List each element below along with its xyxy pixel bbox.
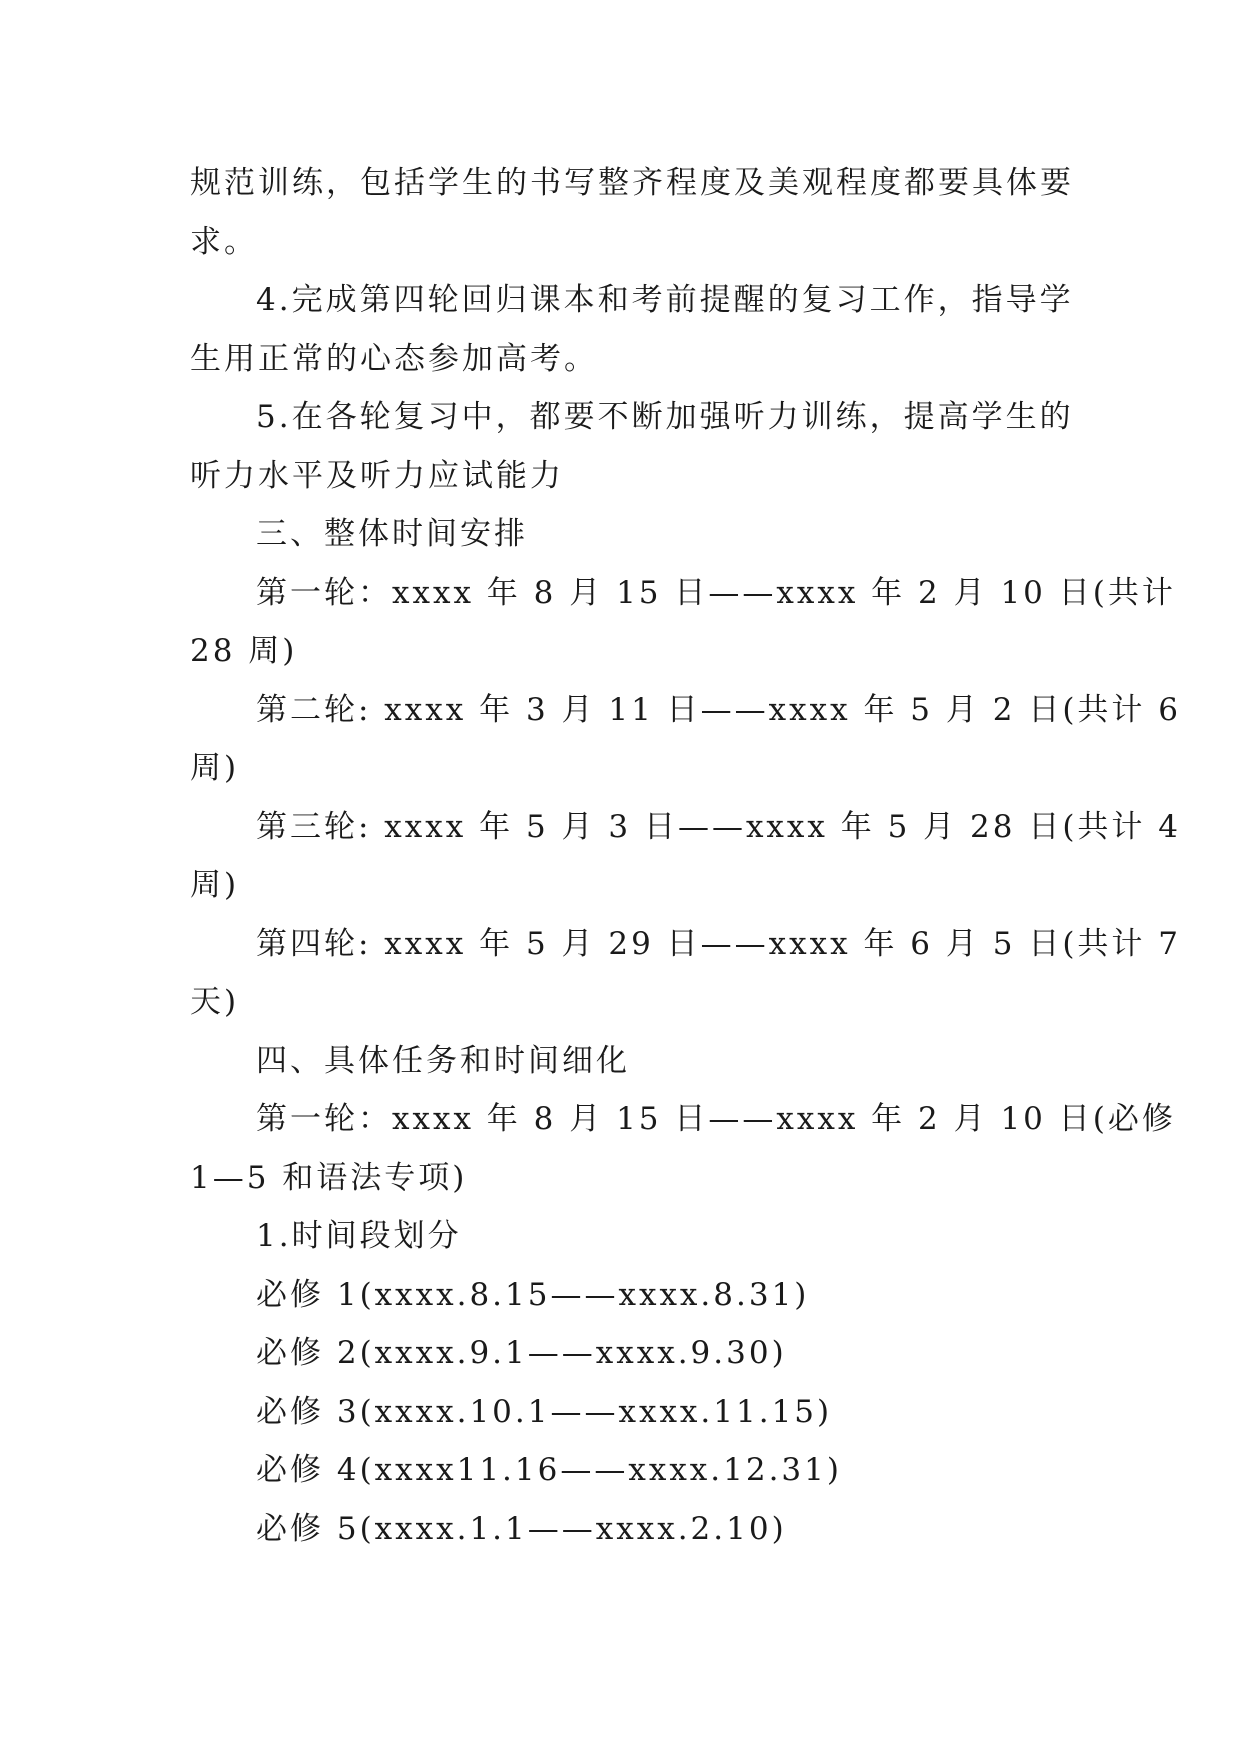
task-round-1: 第一轮：xxxx 年 8 月 15 日——xxxx 年 2 月 10 日(必修 bbox=[256, 1101, 1176, 1137]
paragraph-line: 求。 bbox=[190, 223, 258, 260]
paragraph-line: 周) bbox=[190, 750, 240, 786]
paragraph-line: 生用正常的心态参加高考。 bbox=[190, 340, 598, 377]
paragraph-line: 1—5 和语法专项) bbox=[190, 1159, 468, 1196]
module-5-period: 必修 5(xxxx.1.1——xxxx.2.10) bbox=[256, 1510, 787, 1547]
document-body bbox=[190, 154, 1181, 1558]
section-heading-4: 四、具体任务和时间细化 bbox=[256, 1042, 630, 1079]
section-heading-3: 三、整体时间安排 bbox=[256, 516, 528, 552]
paragraph-line: 规范训练，包括学生的书写整齐程度及美观程度都要具体要 bbox=[190, 165, 1074, 201]
module-4-period: 必修 4(xxxx11.16——xxxx.12.31) bbox=[256, 1452, 842, 1488]
paragraph-line: 周) bbox=[190, 867, 240, 903]
schedule-round-3: 第三轮: xxxx 年 5 月 3 日——xxxx 年 5 月 28 日(共计 4 bbox=[256, 808, 1181, 845]
schedule-round-2: 第二轮: xxxx 年 3 月 11 日——xxxx 年 5 月 2 日(共计 6 bbox=[256, 691, 1181, 728]
paragraph-line: 28 周) bbox=[190, 633, 298, 669]
paragraph-line: 听力水平及听力应试能力 bbox=[190, 457, 564, 494]
module-1-period: 必修 1(xxxx.8.15——xxxx.8.31) bbox=[256, 1276, 810, 1313]
schedule-round-1: 第一轮：xxxx 年 8 月 15 日——xxxx 年 2 月 10 日(共计 bbox=[256, 574, 1176, 611]
module-3-period: 必修 3(xxxx.10.1——xxxx.11.15) bbox=[256, 1393, 833, 1430]
sub-heading-time-division: 1.时间段划分 bbox=[256, 1218, 462, 1254]
module-2-period: 必修 2(xxxx.9.1——xxxx.9.30) bbox=[256, 1335, 787, 1371]
list-item-5: 5.在各轮复习中，都要不断加强听力训练，提高学生的 bbox=[256, 399, 1074, 435]
paragraph-line: 天) bbox=[190, 984, 240, 1020]
list-item-4: 4.完成第四轮回归课本和考前提醒的复习工作，指导学 bbox=[256, 282, 1074, 318]
schedule-round-4: 第四轮: xxxx 年 5 月 29 日——xxxx 年 6 月 5 日(共计 7 bbox=[256, 925, 1181, 962]
